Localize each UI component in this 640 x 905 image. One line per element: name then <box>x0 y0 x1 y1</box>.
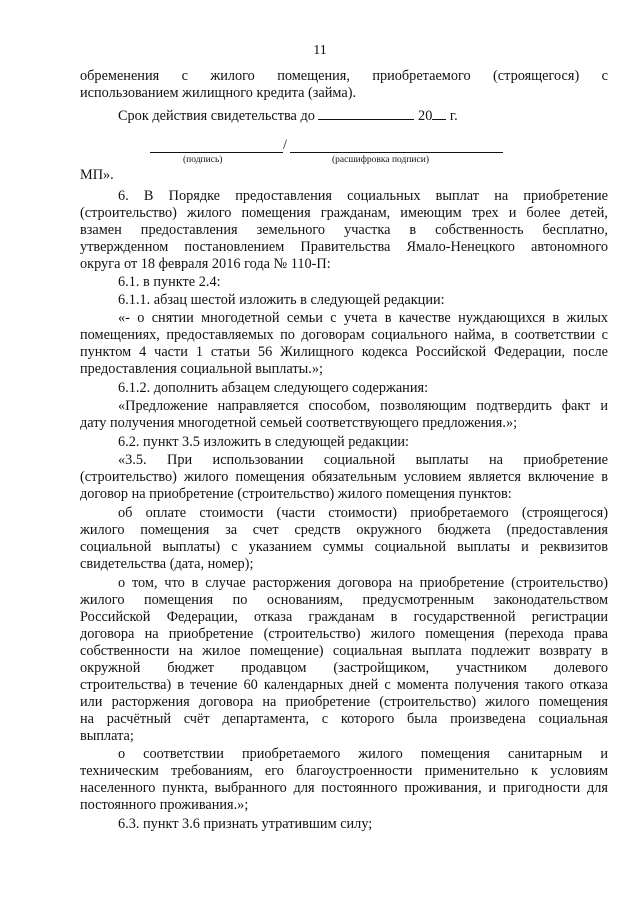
paragraph-line: собственности на жилое помещение) социальная выплата подлежит возврату в <box>80 643 608 659</box>
page-number: 11 <box>313 43 327 58</box>
paragraph-line: утвержденном постановлением Правительства Ямало-Ненецкого автономного <box>80 239 608 255</box>
paragraph-line: 6.3. пункт 3.6 признать утратившим силу; <box>118 816 373 832</box>
paragraph-line: «3.5. При использовании социальной выплаты на приобретение <box>118 452 608 468</box>
paragraph-line: договор на приобретение (строительство) жилого помещения пунктов: <box>80 486 512 502</box>
signature-caption: (подпись) <box>183 155 223 165</box>
paragraph-line: предоставления социальной выплаты.»; <box>80 361 323 377</box>
paragraph-line: Российской Федерации, отказа гражданам в государственной регистрации <box>80 609 608 625</box>
paragraph-line: использованием жилищного кредита (займа). <box>80 85 357 101</box>
year-blank <box>432 107 446 120</box>
paragraph-line: «Предложение направляется способом, позволяющим подтвердить факт и <box>118 398 608 414</box>
signature-decoding-caption: (расшифровка подписи) <box>332 155 429 165</box>
paragraph-line: на расчётный счёт департамента, с которого была произведена социальная <box>80 711 608 727</box>
paragraph-line: строительства) в течение 60 календарных дней с момента получения такого отказа <box>80 677 608 693</box>
signature-decoding-line <box>290 152 503 153</box>
paragraph-line: «- о снятии многодетной семьи с учета в качестве нуждающихся в жилых <box>118 310 608 326</box>
paragraph-line: техническим требованиям, его благоустроенности применительно к условиям <box>80 763 608 779</box>
paragraph-line: об оплате стоимости (части стоимости) приобретаемого (строящегося) <box>118 505 608 521</box>
paragraph-line: взамен предоставления земельного участка в собственность бесплатно, <box>80 222 608 238</box>
paragraph-line: выплата; <box>80 728 134 744</box>
paragraph-line: (строительство) жилого помещения гражданам, имеющим трех и более детей, <box>80 205 608 221</box>
paragraph-line: помещениях, предоставляемых по договорам социального найма, в соответствии с <box>80 327 608 343</box>
paragraph-line: жилого помещения за счет средств окружного бюджета (предоставления <box>80 522 608 538</box>
paragraph-line: постоянного проживания.»; <box>80 797 249 813</box>
validity-line: Срок действия свидетельства до 20 г. <box>118 108 458 124</box>
paragraph-line: или расторжения договора на приобретение (строительство) жилого помещения <box>80 694 608 710</box>
paragraph-line: 6.1. в пункте 2.4: <box>118 274 221 290</box>
paragraph-line: о том, что в случае расторжения договора на приобретение (строительство) <box>118 575 608 591</box>
paragraph-line: 6. В Порядке предоставления социальных выплат на приобретение <box>118 188 608 204</box>
paragraph-line: жилого помещения по основаниям, предусмотренным законодательством <box>80 592 608 608</box>
paragraph-line: (строительство) жилого помещения обязательным условием является включение в <box>80 469 608 485</box>
signature-line <box>150 152 283 153</box>
paragraph-line: округа от 18 февраля 2016 года № 110-П: <box>80 256 331 272</box>
paragraph-line: социальной выплаты) с указанием суммы социальной выплаты и реквизитов <box>80 539 608 555</box>
paragraph-line: населенного пункта, выбранного для постоянного проживания, и пригодности для <box>80 780 608 796</box>
paragraph-line: 6.1.1. абзац шестой изложить в следующей редакции: <box>118 292 445 308</box>
paragraph-line: 6.1.2. дополнить абзацем следующего содержания: <box>118 380 429 396</box>
paragraph-line: обременения с жилого помещения, приобретаемого (строящегося) с <box>80 68 608 84</box>
paragraph-line: свидетельства (дата, номер); <box>80 556 254 572</box>
date-blank <box>318 107 414 120</box>
paragraph-line: пунктом 4 части 1 статьи 56 Жилищного кодекса Российской Федерации, после <box>80 344 608 360</box>
paragraph-line: окружной бюджет продавцом (застройщиком, участником долевого <box>80 660 608 676</box>
paragraph-line: договора на приобретение (строительство) жилого помещения (перехода права <box>80 626 608 642</box>
paragraph-line: дату получения многодетной семьей соответствующего предложения.»; <box>80 415 518 431</box>
stamp-line: МП». <box>80 167 114 183</box>
signature-separator: / <box>283 137 287 153</box>
paragraph-line: о соответствии приобретаемого жилого помещения санитарным и <box>118 746 608 762</box>
paragraph-line: 6.2. пункт 3.5 изложить в следующей редакции: <box>118 434 410 450</box>
